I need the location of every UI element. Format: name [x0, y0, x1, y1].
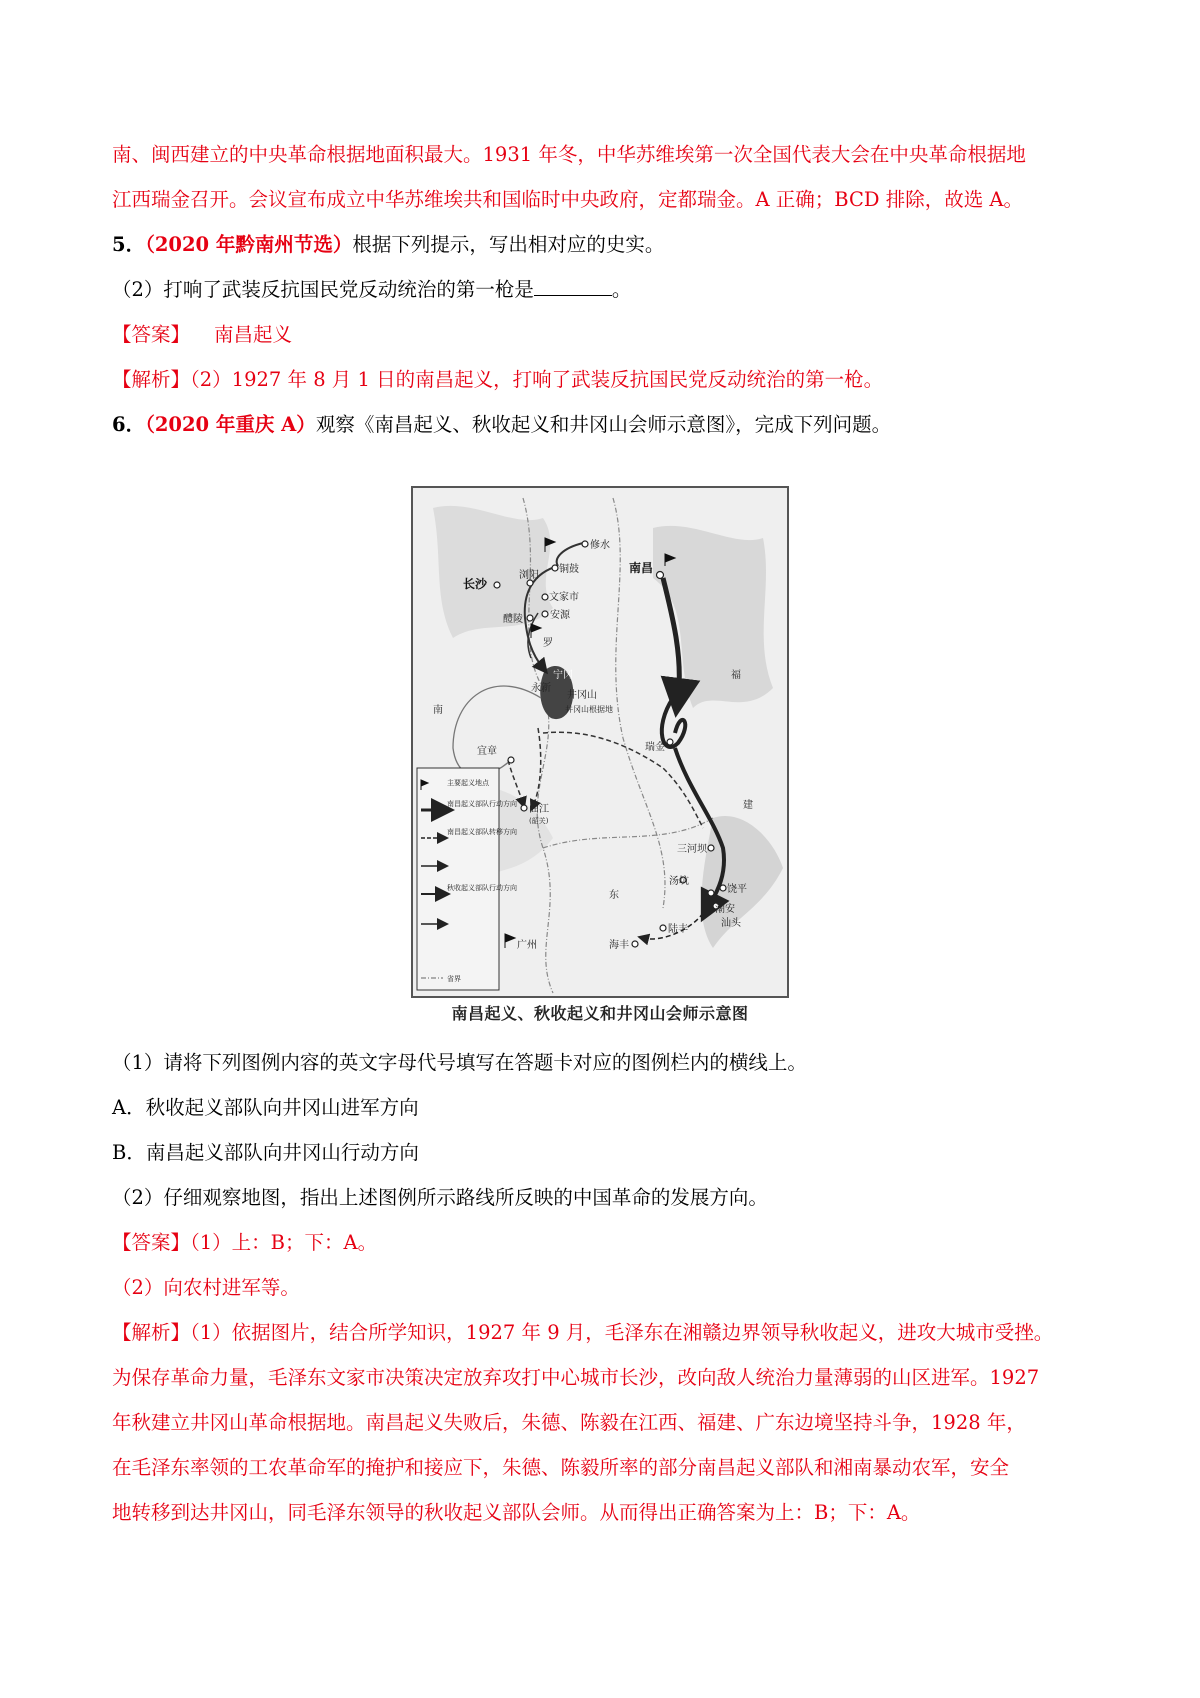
- map-label-haifeng: 海丰: [609, 940, 629, 951]
- map-label-xiushui: 修水: [590, 540, 610, 551]
- map-label-ruijin: 瑞金: [645, 742, 665, 753]
- map-label-qujiang-note: (韶关): [529, 817, 549, 825]
- q6-explanation-line-1: [112, 1318, 1102, 1348]
- legend-item-1: 主要起义地点: [447, 779, 489, 787]
- prev-explanation-line-1: 南、闽西建立的中央革命根据地面积最大。1931 年冬，中华苏维埃第一次全国代表大会在中央革命根据地: [112, 143, 1026, 166]
- map-label-jinggangshan: 井冈山: [567, 690, 597, 701]
- q5-stem: 根据下列提示，写出相对应的史实。: [352, 233, 665, 256]
- map-label-jian: 建: [743, 800, 753, 811]
- map-label-changsha: 长沙: [463, 577, 488, 591]
- map-legend: [417, 768, 517, 990]
- q6-stem: 观察《南昌起义、秋收起义和井冈山会师示意图》，完成下列问题。: [315, 413, 892, 436]
- map-label-sanheba: 三河坝: [677, 844, 707, 855]
- map-label-tonggu: 铜鼓: [559, 564, 579, 575]
- map-label-wenjiashi: 文家市: [549, 592, 579, 603]
- map-label-shantou: 汕头: [721, 918, 741, 929]
- q5-source: （2020 年黔南州节选）: [145, 233, 353, 256]
- map-label-lufeng: 陆丰: [668, 924, 688, 935]
- q6-option-a: A．秋收起义部队向井冈山进军方向: [112, 1096, 419, 1119]
- q6-sub2: （2）仔细观察地图，指出上述图例所示路线所反映的中国革命的发展方向。: [112, 1186, 768, 1209]
- prev-explanation-line-2: 江西瑞金召开。会议宣布成立中华苏维埃共和国临时中央政府，定都瑞金。A 正确；BCD 排除，故选 A。: [112, 188, 1024, 211]
- q6-explanation-line-3: 年秋建立井冈山革命根据地。南昌起义失败后，朱德、陈毅在江西、福建、广东边境坚持斗争，1928 年，: [112, 1411, 1026, 1434]
- map-label-guangzhou: 广州: [517, 940, 537, 951]
- map-label-raoping: 饶平: [727, 884, 747, 895]
- legend-item-2: 南昌起义部队行动方向: [447, 800, 517, 808]
- q5-answer-blank: [534, 277, 612, 296]
- q6-number: 6．: [112, 413, 146, 436]
- q5-explanation-text: （2）1927 年 8 月 1 日的南昌起义，打响了武装反抗国民党反动统治的第一枪。: [190, 368, 884, 391]
- q6-explanation-text-1: （1）依据图片，结合所学知识，1927 年 9 月，毛泽东在湘赣边界领导秋收起义，进攻大城市受挫。: [190, 1321, 1054, 1344]
- map-label-dong: 东: [609, 890, 619, 901]
- q5-sub2-line: [112, 275, 1102, 305]
- q6-stem-line: [112, 410, 1102, 440]
- map-label-fu: 福: [731, 670, 741, 681]
- q6-explanation-tag: 【解析】: [112, 1321, 191, 1344]
- map-label-tangkeng: 汤坑: [669, 876, 689, 887]
- historical-map: [411, 486, 789, 998]
- map-label-nanchang: 南昌: [629, 561, 654, 575]
- q5-sub2-text: （2）打响了武装反抗国民党反动统治的第一枪是: [112, 278, 534, 301]
- q6-answer-line-1: [112, 1228, 1102, 1258]
- map-label-yongxin: 永新: [531, 683, 551, 694]
- q6-option-b: B．南昌起义部队向井冈山行动方向: [112, 1141, 419, 1164]
- q6-source: （2020 年重庆 A）: [145, 413, 316, 436]
- q6-answer-tag: 【答案】: [112, 1231, 191, 1254]
- q5-number: 5．: [112, 233, 146, 256]
- q5-explanation-tag: 【解析】: [112, 368, 191, 391]
- q5-answer-line: [112, 320, 1102, 350]
- map-label-luo: 罗: [543, 638, 553, 649]
- map-label-liuyang: 浏阳: [519, 570, 539, 581]
- map-graphic: [413, 488, 787, 996]
- map-label-yizhang: 宜章: [477, 746, 497, 757]
- q5-stem-line: [112, 230, 1102, 260]
- q5-explanation-line: [112, 365, 1102, 395]
- legend-item-3: 南昌起义部队转移方向: [447, 828, 517, 836]
- map-label-jgs-base: 井冈山根据地: [565, 705, 613, 714]
- q5-answer-tag: 【答案】: [112, 323, 191, 346]
- q6-answer-2: （2）向农村进军等。: [112, 1276, 300, 1299]
- legend-item-5: 秋收起义部队行动方向: [447, 884, 517, 892]
- map-label-ninggang: 宁冈: [553, 670, 573, 681]
- q5-answer-text: 南昌起义: [214, 323, 293, 346]
- map-caption: 南昌起义、秋收起义和井冈山会师示意图: [451, 1004, 749, 1023]
- map-label-nan: 南: [433, 705, 443, 716]
- q6-answer-1: （1）上：B；下：A。: [190, 1231, 378, 1254]
- q6-explanation-line-2: 为保存革命力量，毛泽东文家市决策决定放弃攻打中心城市长沙，改向敌人统治力量薄弱的山区进军。1927: [112, 1366, 1040, 1389]
- map-label-liling: 醴陵: [503, 614, 523, 625]
- legend-item-7: 省界: [447, 975, 461, 983]
- map-label-chaoan: 潮安: [715, 904, 735, 915]
- q6-explanation-line-5: 地转移到达井冈山，同毛泽东领导的秋收起义部队会师。从而得出正确答案为上：B；下：A。: [112, 1501, 921, 1524]
- q6-explanation-line-4: 在毛泽东率领的工农革命军的掩护和接应下，朱德、陈毅所率的部分南昌起义部队和湘南暴动农军，安全: [112, 1456, 1010, 1479]
- q5-sub2-end: 。: [611, 278, 632, 301]
- map-label-qujiang: 曲江: [529, 804, 549, 815]
- q6-sub1: （1）请将下列图例内容的英文字母代号填写在答题卡对应的图例栏内的横线上。: [112, 1051, 807, 1074]
- map-label-anyuan: 安源: [550, 610, 570, 621]
